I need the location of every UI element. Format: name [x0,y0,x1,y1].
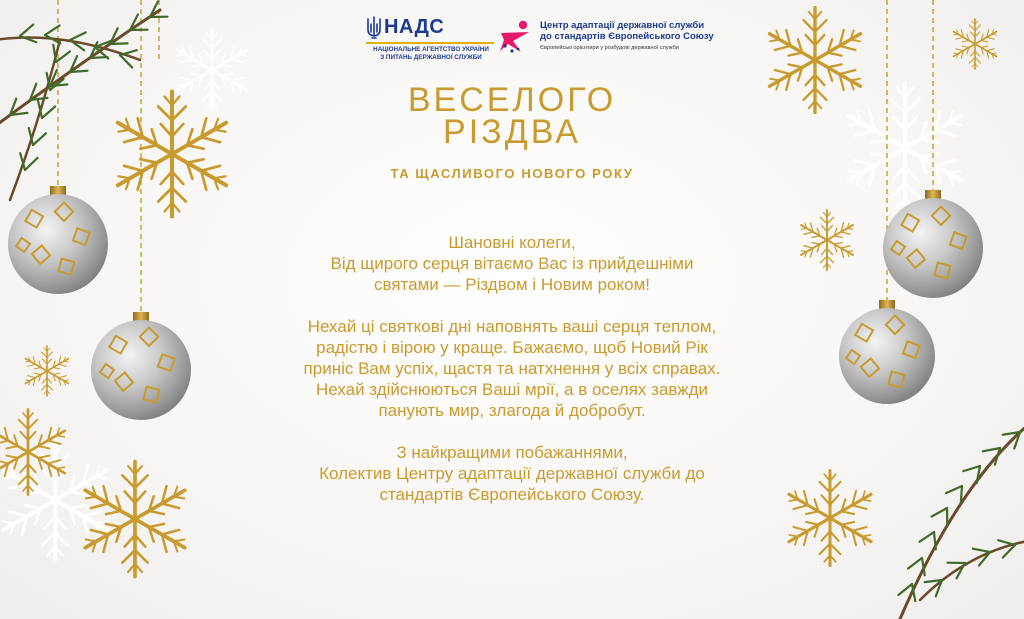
center-logo-line-2: до стандартів Європейського Союзу [540,31,714,42]
message-line: Шановні колеги, [448,233,576,252]
nads-logo [366,14,496,60]
message-line: панують мир, злагода й добробут. [378,401,646,420]
message-paragraph-3 [240,442,784,505]
message-line: святами — Різдвом і Новим роком! [374,275,650,294]
headline [312,81,712,151]
message-line: З найкращими побажаннями, [396,443,628,462]
fir-branch-icon [898,420,1024,619]
headline-line-1: ВЕСЕЛОГО [407,81,617,119]
nads-logo-rule [366,42,494,44]
message-line: Колектив Центру адаптації державної служби до [319,464,705,483]
message-paragraph-2 [240,316,784,421]
message-line: радістю і вірою у краще. Бажаємо, щоб Новий Рік [316,338,708,357]
headline-line-2: РІЗДВА [443,113,581,151]
nads-logo-title: НАДС [384,16,445,38]
greeting-message [240,232,784,505]
message-line: стандартів Європейського Союзу. [379,485,645,504]
star-person-icon [499,18,535,54]
nads-logo-subtitle-2: З ПИТАНЬ ДЕРЖАВНОЇ СЛУЖБИ [380,54,482,61]
trident-icon [366,16,382,40]
message-line: Від щирого серця вітаємо Вас із прийдешніми [330,254,694,273]
center-logo-line-3: Європейські орієнтири у розбудові державної служби [540,45,679,51]
subheadline: ТА ЩАСЛИВОГО НОВОГО РОКУ [390,166,634,181]
message-paragraph-1 [240,232,784,295]
ornament-ball-icon [839,300,935,404]
ornament-ball-icon [91,312,191,420]
ornament-ball-icon [8,186,108,294]
center-logo [499,18,714,58]
message-line: Нехай здійснюються Ваші мрії, а в оселях завжди [315,380,709,399]
nads-logo-subtitle-1: НАЦІОНАЛЬНЕ АГЕНТСТВО УКРАЇНИ [373,46,489,53]
message-line: приніс Вам успіх, щастя та натхнення у всіх справах. [303,359,721,378]
message-line: Нехай ці святкові дні наповнять ваші серця теплом, [307,317,717,336]
center-logo-line-1: Центр адаптації державної служби [540,20,705,31]
